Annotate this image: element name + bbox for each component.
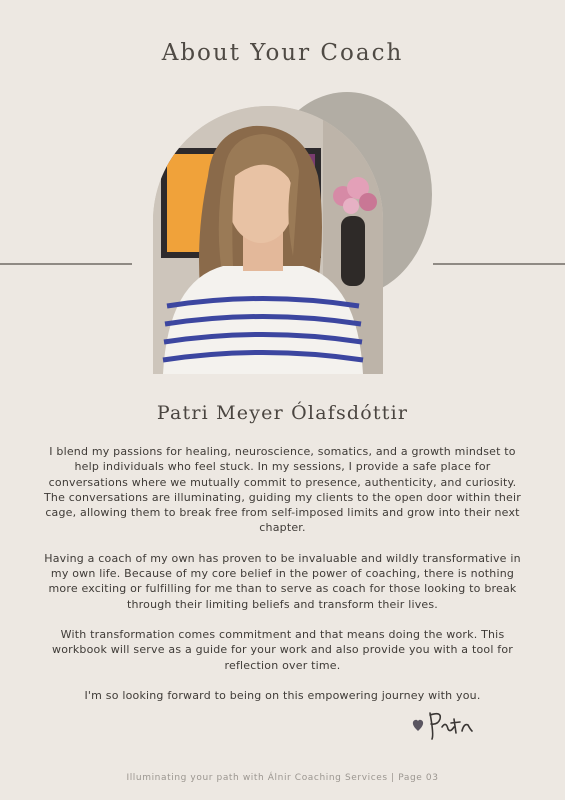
bio-paragraph-2: Having a coach of my own has proven to be invaluable and wildly transformative in my own life. Because of my core belief in the power of coaching, there is nothing more exciting or fulfilling for me than to serve as coach for those looking to break through their limiting beliefs and transform their lives. <box>44 551 521 611</box>
signature <box>410 705 490 745</box>
divider-left <box>0 263 132 265</box>
bio-text <box>40 444 525 718</box>
coach-name: Patri Meyer Ólafsdóttir <box>156 402 409 424</box>
bio-paragraph-3: With transformation comes commitment and that means doing the work. This workbook will serve as a guide for your work and also provide you with a tool for reflection over time. <box>52 627 513 672</box>
bio-paragraph-1: I blend my passions for healing, neuroscience, somatics, and a growth mindset to help individuals who feel stuck. In my sessions, I provide a safe place for conversations where we mutually commit to presence, authenticity, and curiosity. The conversations are illuminating, guiding my clients to the open door within their cage, allowing them to break free from self-imposed limits and grow into their next chapter. <box>44 445 521 535</box>
divider-right <box>433 263 565 265</box>
page-footer: Illuminating your path with Álnir Coaching Services | Page 03 <box>126 773 439 783</box>
bio-paragraph-4: I'm so looking forward to being on this empowering journey with you. <box>84 688 481 702</box>
heart-icon <box>413 720 423 731</box>
coach-photo <box>153 106 383 374</box>
page-title: About Your Coach <box>161 40 404 66</box>
signature-mark <box>430 713 472 739</box>
